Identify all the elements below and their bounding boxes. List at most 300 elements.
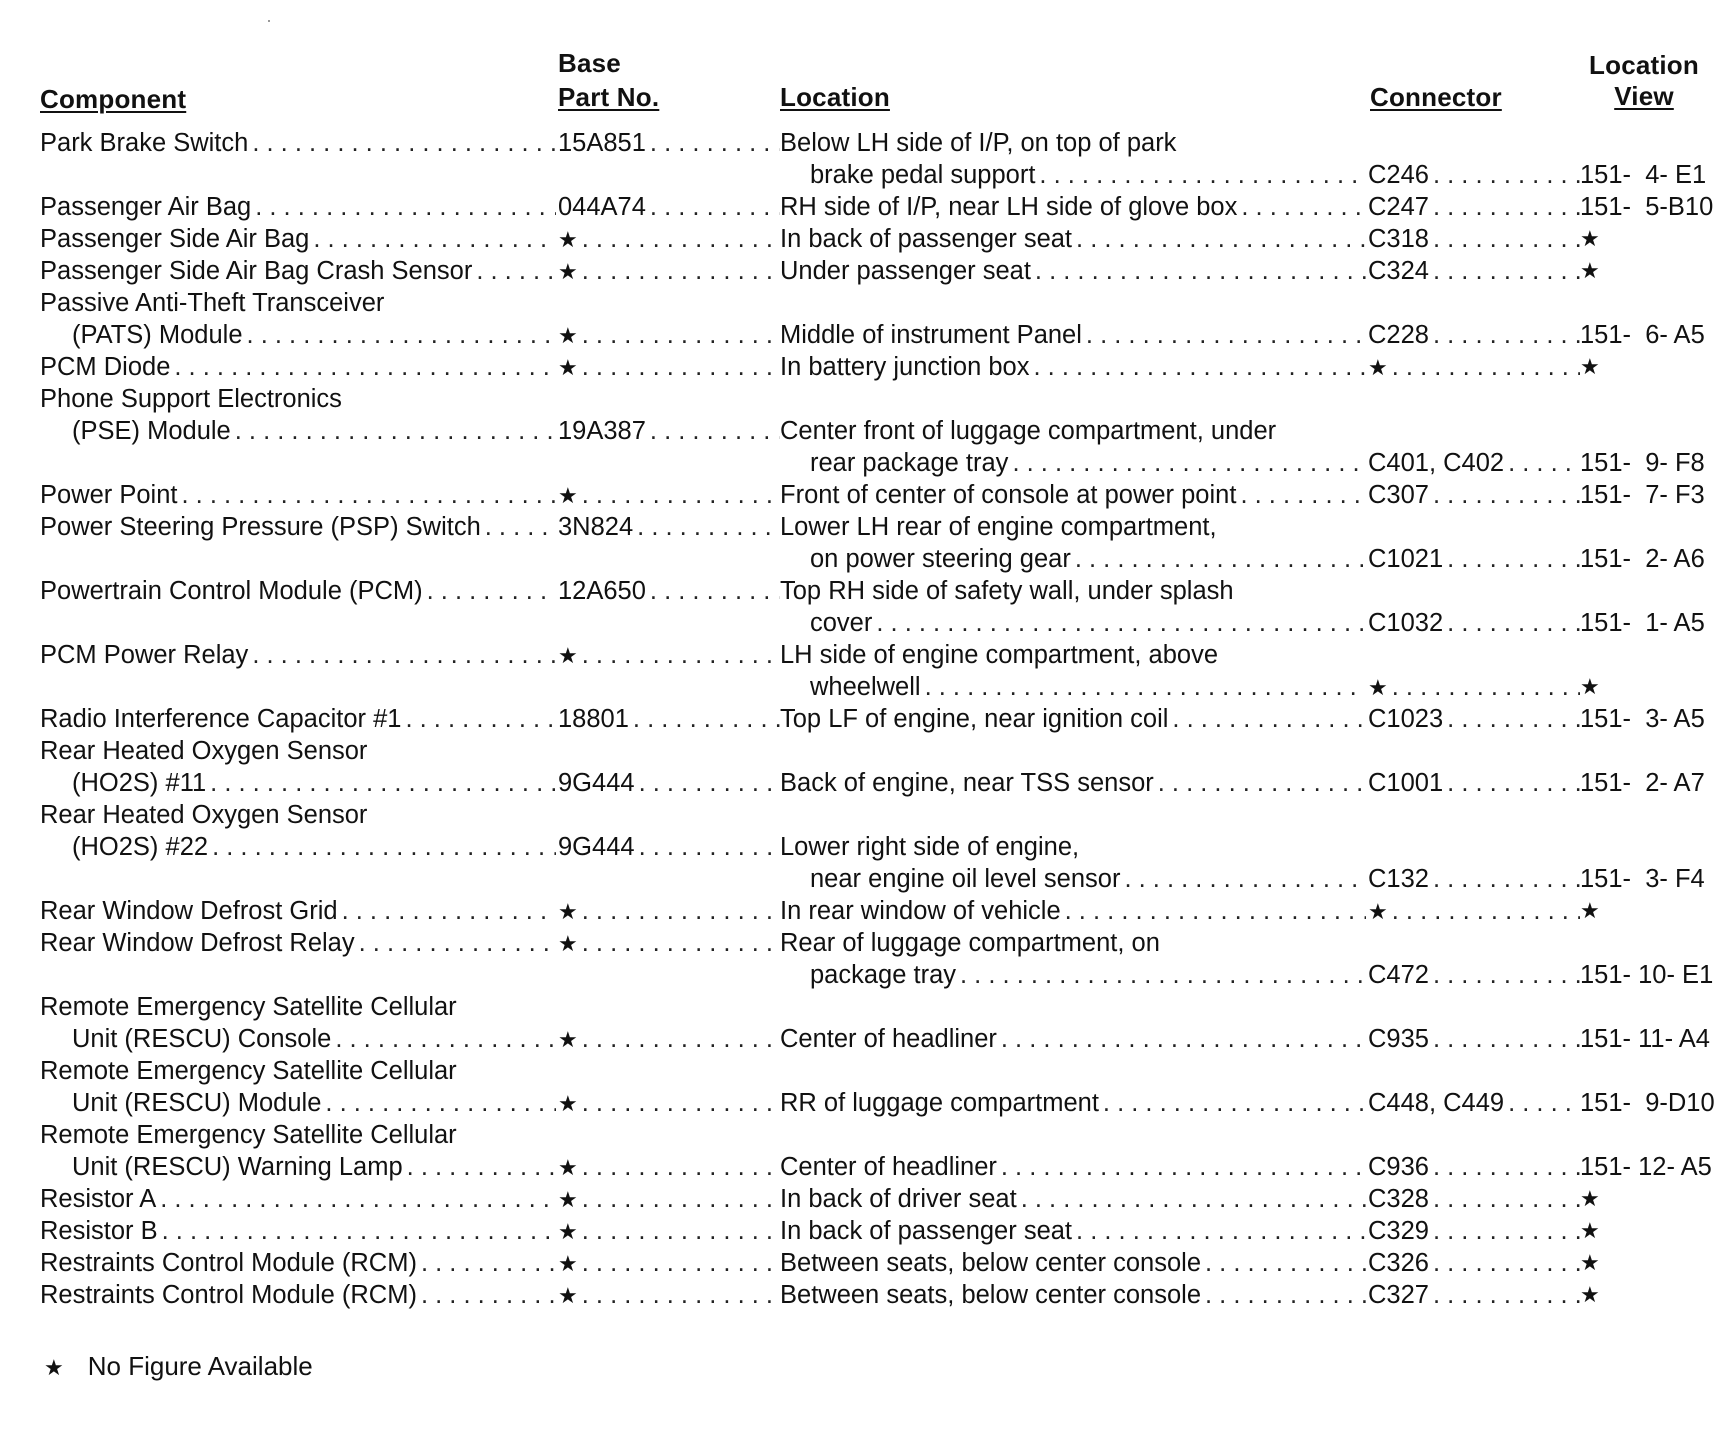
- part-number-value: 044A74: [558, 193, 646, 221]
- connector-value: C307: [1368, 481, 1429, 509]
- part-number-value: 9G444: [558, 833, 635, 861]
- table-row: [0, 447, 1734, 479]
- cell-conn: [1368, 1279, 1580, 1311]
- dot-leader: [578, 1183, 780, 1215]
- location-value: In rear window of vehicle: [780, 897, 1061, 925]
- table-row: [0, 287, 1734, 319]
- connector-value: ★: [1368, 675, 1388, 700]
- header-view-top: Location: [1589, 50, 1699, 80]
- location-value: Under passenger seat: [780, 257, 1031, 285]
- location-value: Top RH side of safety wall, under splash: [780, 577, 1234, 605]
- location-value: Top LF of engine, near ignition coil: [780, 705, 1169, 733]
- component-name: PCM Diode: [40, 353, 171, 381]
- component-name: Resistor B: [40, 1217, 158, 1245]
- dot-leader: [423, 575, 556, 607]
- location-value: Center of headliner: [780, 1153, 997, 1181]
- cell-comp: [72, 831, 556, 863]
- table-row: [0, 703, 1734, 735]
- dot-leader: [635, 767, 780, 799]
- component-name: Phone Support Electronics: [40, 385, 342, 413]
- cell-loc: [780, 575, 1366, 607]
- cell-comp: [72, 1087, 556, 1119]
- dot-leader: [1154, 767, 1366, 799]
- table-row: [0, 1279, 1734, 1311]
- dot-leader: [231, 415, 556, 447]
- location-value: package tray: [810, 961, 957, 989]
- dot-leader: [1168, 703, 1366, 735]
- cell-comp: [40, 1119, 556, 1151]
- cell-part: [558, 895, 780, 927]
- component-name: Passenger Side Air Bag Crash Sensor: [40, 257, 473, 285]
- table-row: [0, 735, 1734, 767]
- dot-leader: [248, 127, 556, 159]
- dot-leader: [1504, 1087, 1580, 1119]
- dot-leader: [206, 767, 556, 799]
- dot-leader: [578, 1247, 780, 1279]
- dot-leader: [1072, 223, 1366, 255]
- dot-leader: [321, 1087, 556, 1119]
- dot-leader: [578, 1151, 780, 1183]
- table-row: [0, 1151, 1734, 1183]
- cell-part: [558, 1183, 780, 1215]
- cell-conn: [1368, 1215, 1580, 1247]
- star-icon: ★: [44, 1355, 64, 1380]
- component-name: (PSE) Module: [72, 417, 231, 445]
- cell-comp: [72, 415, 556, 447]
- cell-comp: [40, 1279, 556, 1311]
- dot-leader: [578, 1023, 780, 1055]
- dot-leader: [1082, 319, 1366, 351]
- dot-leader: [401, 703, 556, 735]
- location-value: In back of driver seat: [780, 1185, 1017, 1213]
- header-view-label: View: [1614, 81, 1674, 111]
- table-row: [0, 991, 1734, 1023]
- dot-leader: [646, 415, 780, 447]
- cell-conn: [1368, 319, 1580, 351]
- connector-value: C318: [1368, 225, 1429, 253]
- part-number-value: ★: [558, 1187, 578, 1212]
- cell-loc: [780, 1247, 1366, 1279]
- part-number-value: ★: [558, 323, 578, 348]
- table-row: [0, 511, 1734, 543]
- connector-value: C247: [1368, 193, 1429, 221]
- component-name: Powertrain Control Module (PCM): [40, 577, 423, 605]
- component-name: Passenger Air Bag: [40, 193, 252, 221]
- cell-loc: [780, 1215, 1366, 1247]
- cell-part: [558, 1151, 780, 1183]
- component-name: Resistor A: [40, 1185, 157, 1213]
- cell-view: [1580, 1151, 1728, 1183]
- connector-value: C1023: [1368, 705, 1444, 733]
- cell-part: [558, 479, 780, 511]
- location-value: LH side of engine compartment, above: [780, 641, 1219, 669]
- header-component: [40, 83, 186, 115]
- dot-leader: [578, 351, 780, 383]
- location-value: Lower right side of engine,: [780, 833, 1080, 861]
- part-number-value: ★: [558, 259, 578, 284]
- cell-view: [1580, 255, 1728, 287]
- dot-leader: [997, 1023, 1366, 1055]
- cell-view: [1580, 703, 1728, 735]
- cell-comp: [40, 1183, 556, 1215]
- cell-view: [1580, 1023, 1728, 1055]
- component-name: Radio Interference Capacitor #1: [40, 705, 402, 733]
- component-name: Unit (RESCU) Console: [72, 1025, 332, 1053]
- cell-comp: [40, 1055, 556, 1087]
- connector-value: ★: [1368, 355, 1388, 380]
- table-row: [0, 415, 1734, 447]
- cell-comp: [40, 991, 556, 1023]
- dot-leader: [1443, 703, 1580, 735]
- component-name: (HO2S) #11: [72, 769, 207, 797]
- table-row: [0, 383, 1734, 415]
- cell-part: [558, 767, 780, 799]
- location-view-value: 151- 4- E1: [1580, 161, 1707, 189]
- location-view-value: ★: [1580, 1250, 1600, 1275]
- dot-leader: [331, 1023, 556, 1055]
- cell-comp: [40, 511, 556, 543]
- location-view-value: 151- 12- A5: [1580, 1153, 1712, 1181]
- dot-leader: [156, 1183, 556, 1215]
- location-value: near engine oil level sensor: [810, 865, 1121, 893]
- cell-conn: [1368, 703, 1580, 735]
- component-name: Rear Heated Oxygen Sensor: [40, 737, 368, 765]
- location-value: In back of passenger seat: [780, 1217, 1073, 1245]
- location-view-value: 151- 9- F8: [1580, 449, 1705, 477]
- scan-mark: [268, 20, 270, 22]
- cell-loc: [780, 223, 1366, 255]
- location-view-value: 151- 3- F4: [1580, 865, 1705, 893]
- location-view-value: ★: [1580, 674, 1600, 699]
- part-number-value: ★: [558, 227, 578, 252]
- table-row: [0, 927, 1734, 959]
- dot-leader: [403, 1151, 556, 1183]
- table-row: [0, 767, 1734, 799]
- cell-conn: [1368, 255, 1580, 287]
- cell-loc: [780, 351, 1366, 383]
- cell-conn: [1368, 447, 1580, 479]
- header-connector-label: Connector: [1370, 82, 1502, 112]
- part-number-value: 15A851: [558, 129, 646, 157]
- table-row: [0, 575, 1734, 607]
- location-view-value: 151- 1- A5: [1580, 609, 1705, 637]
- dot-leader: [1072, 1215, 1366, 1247]
- table-row: [0, 799, 1734, 831]
- header-connector: [1370, 81, 1502, 113]
- dot-leader: [646, 127, 780, 159]
- connector-value: C327: [1368, 1281, 1429, 1309]
- cell-part: [558, 255, 780, 287]
- cell-comp: [40, 287, 556, 319]
- table-row: [0, 863, 1734, 895]
- dot-leader: [1429, 1215, 1580, 1247]
- cell-loc: [780, 255, 1366, 287]
- cell-loc: [780, 767, 1366, 799]
- cell-view: [1580, 543, 1728, 575]
- location-value: Between seats, below center console: [780, 1281, 1201, 1309]
- table-row: [0, 671, 1734, 703]
- table-row: [0, 479, 1734, 511]
- cell-loc: [810, 447, 1366, 479]
- cell-view: [1580, 351, 1728, 383]
- table-row: [0, 159, 1734, 191]
- dot-leader: [1429, 223, 1580, 255]
- dot-leader: [578, 639, 780, 671]
- table-row: [0, 1247, 1734, 1279]
- cell-comp: [40, 383, 556, 415]
- dot-leader: [472, 255, 556, 287]
- component-name: Passenger Side Air Bag: [40, 225, 310, 253]
- part-number-value: ★: [558, 931, 578, 956]
- cell-view: [1580, 1087, 1728, 1119]
- part-number-value: ★: [558, 1155, 578, 1180]
- cell-conn: [1368, 1023, 1580, 1055]
- cell-conn: [1368, 1183, 1580, 1215]
- cell-comp: [40, 639, 556, 671]
- location-value: on power steering gear: [810, 545, 1071, 573]
- cell-part: [558, 1247, 780, 1279]
- location-view-value: ★: [1580, 898, 1600, 923]
- table-row: [0, 1087, 1734, 1119]
- cell-conn: [1368, 607, 1580, 639]
- cell-part: [558, 127, 780, 159]
- part-number-value: ★: [558, 1027, 578, 1052]
- dot-leader: [243, 319, 556, 351]
- location-view-value: ★: [1580, 1186, 1600, 1211]
- table-row: [0, 959, 1734, 991]
- dot-leader: [338, 895, 556, 927]
- cell-view: [1580, 191, 1728, 223]
- dot-leader: [646, 575, 780, 607]
- component-name: Restraints Control Module (RCM): [40, 1249, 417, 1277]
- cell-comp: [40, 895, 556, 927]
- dot-leader: [1071, 543, 1366, 575]
- dot-leader: [578, 927, 780, 959]
- cell-loc: [780, 415, 1366, 447]
- cell-part: [558, 511, 780, 543]
- component-name: Rear Window Defrost Relay: [40, 929, 355, 957]
- location-value: brake pedal support: [810, 161, 1036, 189]
- location-view-value: 151- 6- A5: [1580, 321, 1705, 349]
- connector-value: C324: [1368, 257, 1429, 285]
- cell-loc: [810, 543, 1366, 575]
- part-number-value: 3N824: [558, 513, 634, 541]
- cell-view: [1580, 447, 1728, 479]
- cell-conn: [1368, 767, 1580, 799]
- table-row: [0, 1215, 1734, 1247]
- header-location-label: Location: [780, 82, 890, 112]
- location-view-value: ★: [1580, 1282, 1600, 1307]
- dot-leader: [1429, 1279, 1580, 1311]
- location-value: cover: [810, 609, 873, 637]
- header-location: [780, 81, 890, 113]
- dot-leader: [248, 639, 556, 671]
- cell-comp: [40, 127, 556, 159]
- location-value: Back of engine, near TSS sensor: [780, 769, 1154, 797]
- dot-leader: [578, 1215, 780, 1247]
- table-row: [0, 319, 1734, 351]
- dot-leader: [872, 607, 1366, 639]
- location-value: In battery junction box: [780, 353, 1030, 381]
- dot-leader: [178, 479, 557, 511]
- footnote-text: No Figure Available: [87, 1351, 313, 1381]
- dot-leader: [251, 191, 556, 223]
- table-row: [0, 639, 1734, 671]
- cell-loc: [780, 1087, 1366, 1119]
- cell-loc: [780, 639, 1366, 671]
- cell-part: [558, 191, 780, 223]
- location-view-value: 151- 2- A6: [1580, 545, 1705, 573]
- dot-leader: [633, 511, 780, 543]
- dot-leader: [1443, 607, 1580, 639]
- cell-conn: [1368, 1247, 1580, 1279]
- component-name: Restraints Control Module (RCM): [40, 1281, 417, 1309]
- cell-part: [558, 319, 780, 351]
- cell-view: [1580, 223, 1728, 255]
- dot-leader: [921, 671, 1366, 703]
- part-number-value: 19A387: [558, 417, 646, 445]
- cell-comp: [72, 319, 556, 351]
- connector-value: C328: [1368, 1185, 1429, 1213]
- dot-leader: [208, 831, 556, 863]
- dot-leader: [1429, 159, 1580, 191]
- dot-leader: [1388, 671, 1580, 703]
- table-row: [0, 1183, 1734, 1215]
- location-view-value: 151- 2- A7: [1580, 769, 1705, 797]
- dot-leader: [1388, 895, 1580, 927]
- cell-comp: [72, 1023, 556, 1055]
- component-name: Remote Emergency Satellite Cellular: [40, 1121, 457, 1149]
- connector-value: C1001: [1368, 769, 1444, 797]
- header-view: [1584, 80, 1704, 112]
- location-value: Lower LH rear of engine compartment,: [780, 513, 1217, 541]
- component-name: Power Steering Pressure (PSP) Switch: [40, 513, 481, 541]
- dot-leader: [646, 191, 780, 223]
- dot-leader: [956, 959, 1366, 991]
- cell-part: [558, 927, 780, 959]
- component-name: Park Brake Switch: [40, 129, 249, 157]
- dot-leader: [578, 1279, 780, 1311]
- cell-part: [558, 575, 780, 607]
- cell-conn: [1368, 959, 1580, 991]
- dot-leader: [1029, 351, 1366, 383]
- table-row: [0, 223, 1734, 255]
- cell-comp: [40, 223, 556, 255]
- cell-comp: [72, 767, 556, 799]
- component-name: PCM Power Relay: [40, 641, 249, 669]
- cell-loc: [780, 127, 1366, 159]
- component-name: (HO2S) #22: [72, 833, 209, 861]
- cell-comp: [40, 1215, 556, 1247]
- component-name: Rear Window Defrost Grid: [40, 897, 338, 925]
- dot-leader: [417, 1247, 556, 1279]
- connector-value: C1032: [1368, 609, 1444, 637]
- location-view-value: ★: [1580, 258, 1600, 283]
- dot-leader: [1504, 447, 1580, 479]
- location-value: wheelwell: [810, 673, 921, 701]
- location-value: Center of headliner: [780, 1025, 997, 1053]
- cell-conn: [1368, 1151, 1580, 1183]
- connector-value: C228: [1368, 321, 1429, 349]
- cell-comp: [40, 575, 556, 607]
- cell-loc: [780, 1279, 1366, 1311]
- location-view-value: 151- 11- A4: [1580, 1025, 1710, 1053]
- table-row: [0, 255, 1734, 287]
- cell-view: [1580, 1183, 1728, 1215]
- dot-leader: [997, 1151, 1366, 1183]
- location-view-value: ★: [1580, 1218, 1600, 1243]
- header-part-number-label: Part No.: [558, 82, 660, 112]
- connector-value: C472: [1368, 961, 1429, 989]
- dot-leader: [417, 1279, 556, 1311]
- header-part-number: [558, 81, 659, 113]
- dot-leader: [1429, 479, 1580, 511]
- component-name: Power Point: [40, 481, 178, 509]
- cell-view: [1580, 1279, 1728, 1311]
- component-name: Rear Heated Oxygen Sensor: [40, 801, 368, 829]
- cell-comp: [40, 1247, 556, 1279]
- component-table: [0, 127, 1734, 1311]
- cell-loc: [780, 703, 1366, 735]
- cell-view: [1580, 159, 1728, 191]
- cell-comp: [40, 191, 556, 223]
- cell-loc: [810, 607, 1366, 639]
- table-row: [0, 607, 1734, 639]
- part-number-value: ★: [558, 899, 578, 924]
- connector-value: C329: [1368, 1217, 1429, 1245]
- cell-view: [1580, 1247, 1728, 1279]
- dot-leader: [1429, 1247, 1580, 1279]
- footnote: [44, 1350, 313, 1384]
- cell-loc: [780, 927, 1366, 959]
- location-view-value: ★: [1580, 354, 1600, 379]
- connector-value: C246: [1368, 161, 1429, 189]
- cell-view: [1580, 959, 1728, 991]
- cell-view: [1580, 319, 1728, 351]
- cell-view: [1580, 895, 1728, 927]
- location-view-value: 151- 7- F3: [1580, 481, 1705, 509]
- cell-conn: [1368, 671, 1580, 703]
- location-value: Front of center of console at power point: [780, 481, 1237, 509]
- dot-leader: [1201, 1279, 1366, 1311]
- dot-leader: [1017, 1183, 1366, 1215]
- dot-leader: [1429, 1023, 1580, 1055]
- connector-value: C326: [1368, 1249, 1429, 1277]
- part-number-value: ★: [558, 1283, 578, 1308]
- dot-leader: [1008, 447, 1366, 479]
- location-value: rear package tray: [810, 449, 1009, 477]
- location-value: Center front of luggage compartment, under: [780, 417, 1277, 445]
- dot-leader: [1201, 1247, 1366, 1279]
- cell-view: [1580, 671, 1728, 703]
- dot-leader: [158, 1215, 556, 1247]
- cell-conn: [1368, 863, 1580, 895]
- cell-view: [1580, 1215, 1728, 1247]
- dot-leader: [1388, 351, 1580, 383]
- cell-part: [558, 351, 780, 383]
- cell-part: [558, 1087, 780, 1119]
- location-view-value: 151- 3- A5: [1580, 705, 1705, 733]
- cell-loc: [780, 895, 1366, 927]
- location-value: Between seats, below center console: [780, 1249, 1201, 1277]
- table-row: [0, 1119, 1734, 1151]
- location-view-value: 151- 10- E1: [1580, 961, 1714, 989]
- cell-part: [558, 703, 780, 735]
- cell-comp: [40, 927, 556, 959]
- part-number-value: ★: [558, 643, 578, 668]
- dot-leader: [170, 351, 556, 383]
- location-value: In back of passenger seat: [780, 225, 1073, 253]
